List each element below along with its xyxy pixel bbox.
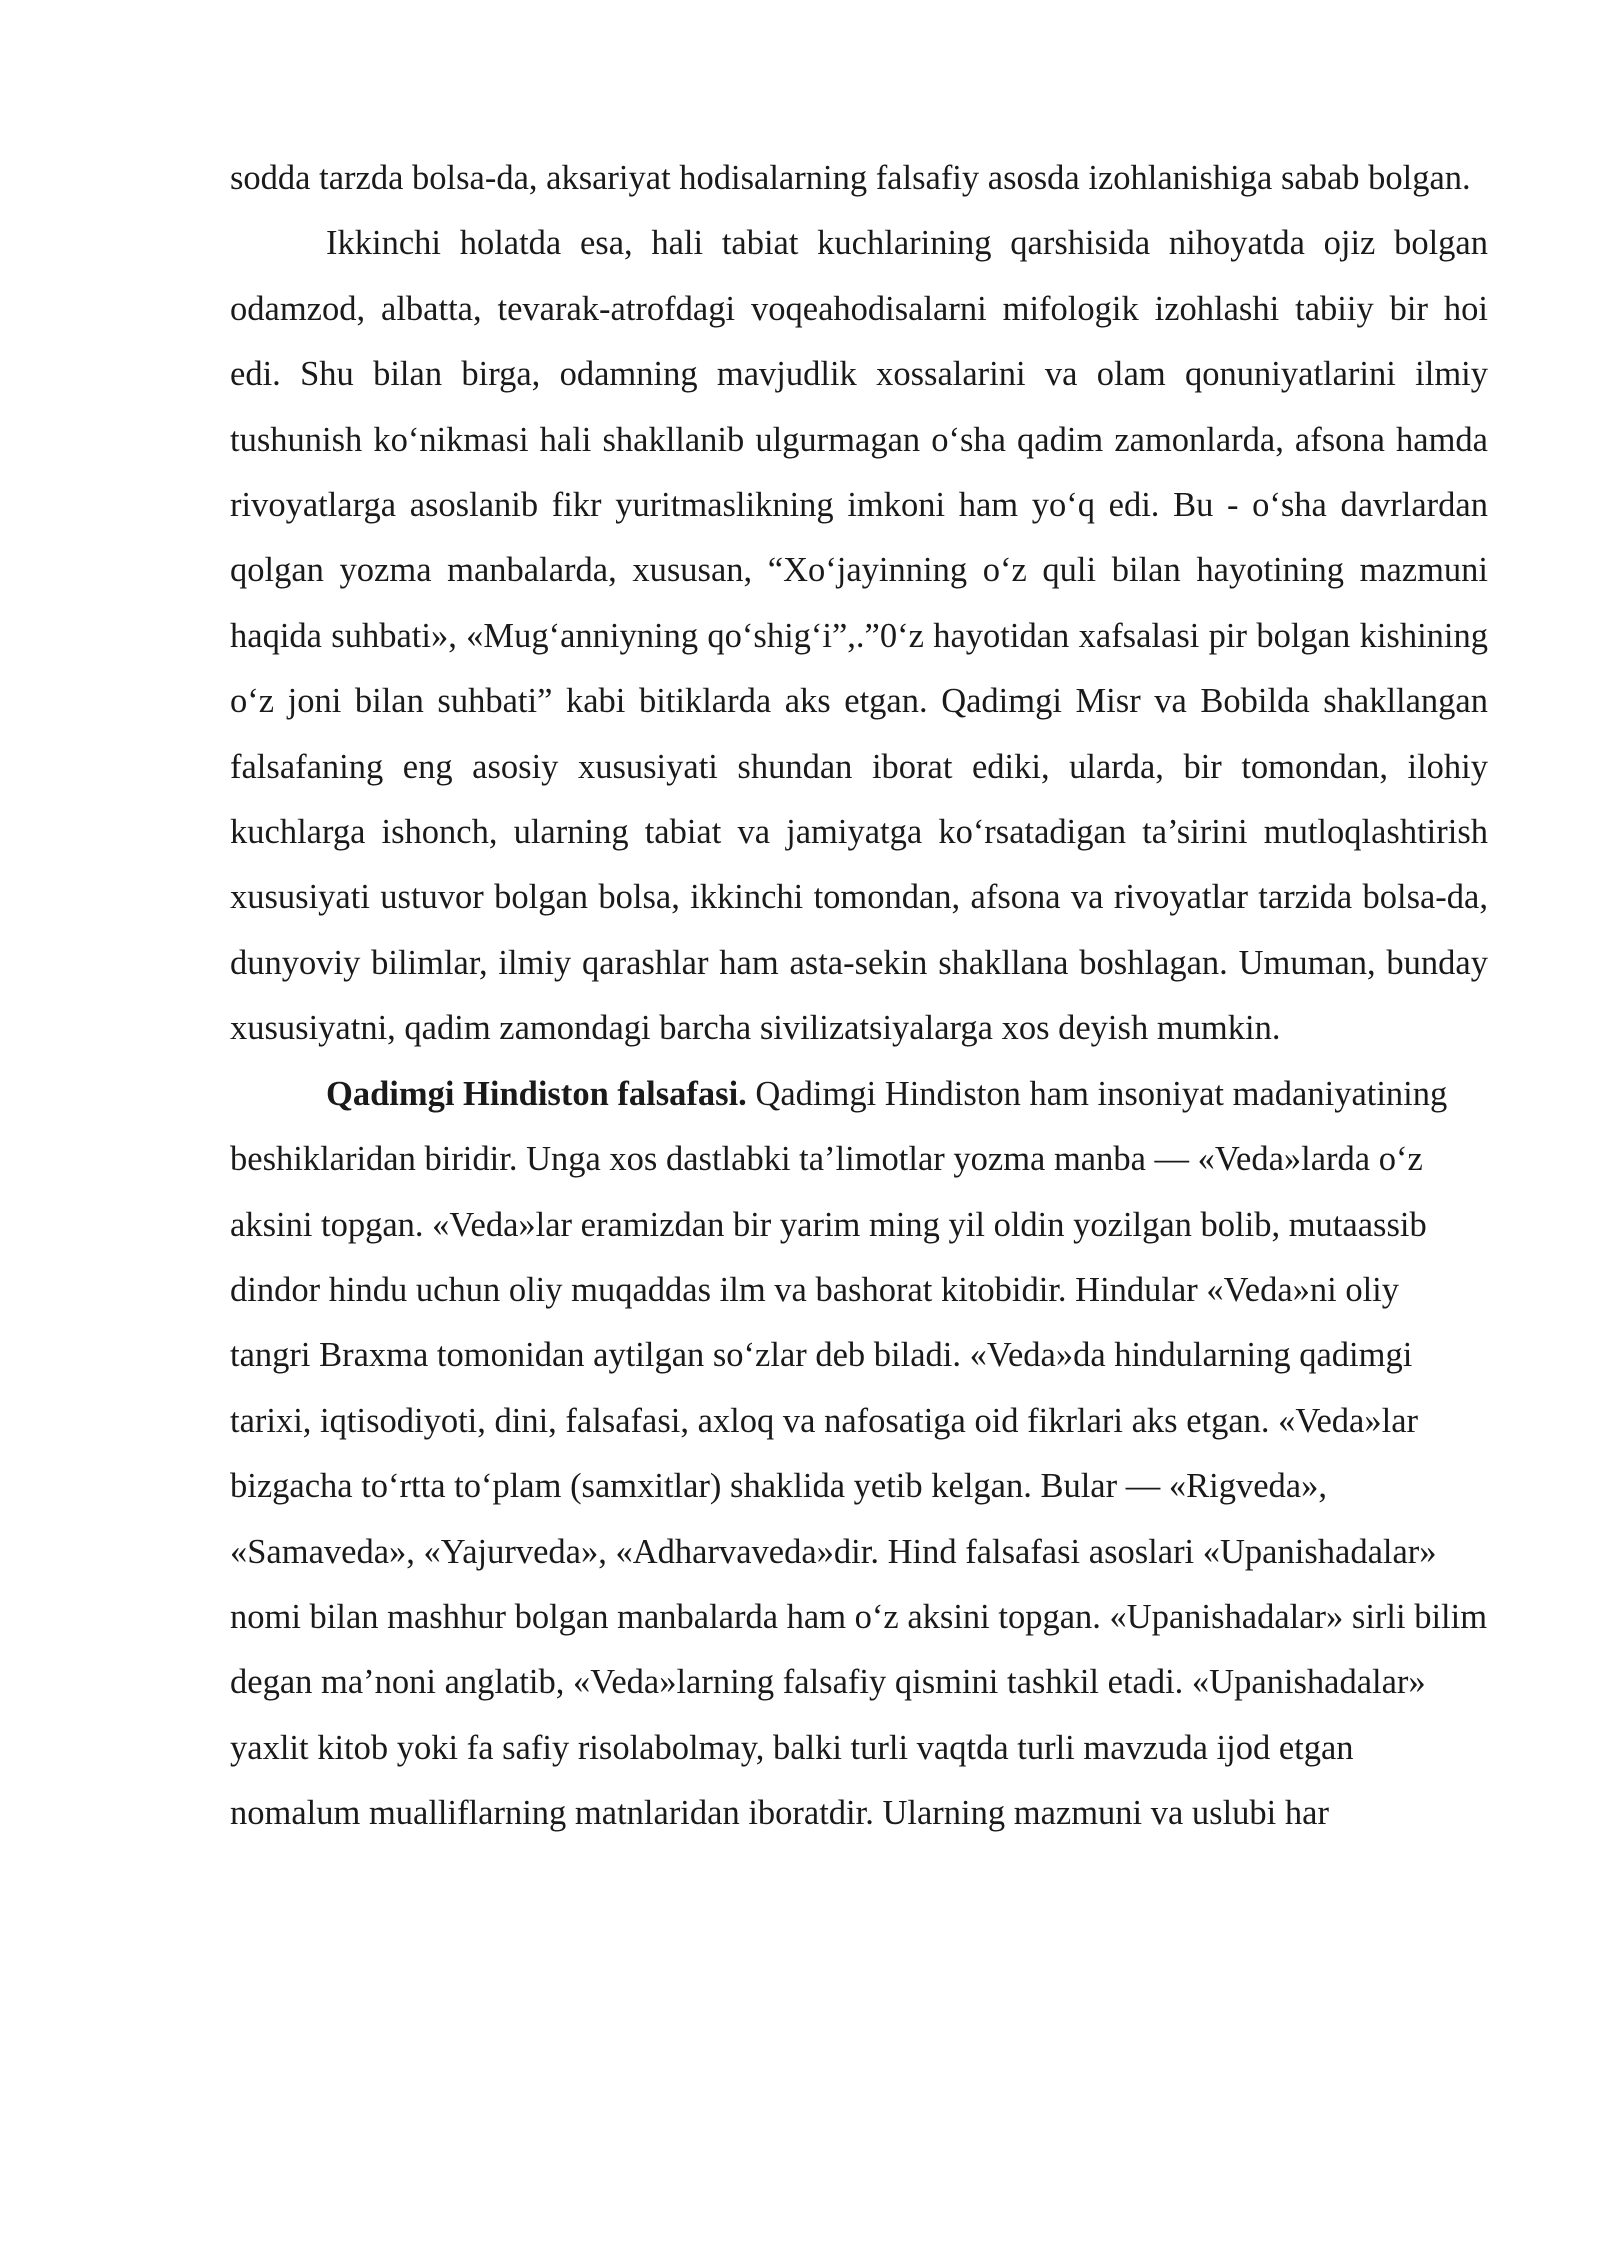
paragraph-1	[230, 146, 1488, 211]
paragraph-3-text: Qadimgi Hindiston ham insoniyat madaniyatining beshiklaridan biridir. Unga xos dastlabki ta’limotlar yozma manba — «Veda»larda oʻz aksini topgan. «Veda»lar eramizdan bir yarim ming yil oldin yozilgan bolib, mutaassib dindor hindu uchun oliy muqaddas ilm va bashorat kitobidir. Hindular «Veda»ni oliy tangri Braxma tomonidan aytilgan soʻzlar deb biladi. «Veda»da hindularning qadimgi tarixi, iqtisodiyoti, dini, falsafasi, axloq va nafosatiga oid fikrlari aks etgan. «Veda»lar bizgacha toʻrtta toʻplam (samxitlar) shaklida yetib kelgan. Bular — «Rigveda», «Samaveda», «Yajurveda», «Adharvaveda»dir. Hind falsafasi asoslari «Upanishadalar» nomi bilan mashhur bolgan manbalarda ham oʻz aksini topgan. «Upanishadalar» sirli bilim degan ma’noni anglatib, «Veda»larning falsafiy qismini tashkil etadi. «Upanishadalar» yaxlit kitob yoki fa safiy risolabolmay, balki turli vaqtda turli mavzuda ijod etgan nomalum mualliflarning matnlaridan iboratdir. Ularning mazmuni va uslubi har	[230, 1074, 1488, 1833]
paragraph-3	[230, 1062, 1488, 1847]
paragraph-1-text: sodda tarzda bolsa-da, aksariyat hodisalarning falsafiy asosda izohlanishiga sabab bolgan.	[230, 159, 1471, 197]
paragraph-2	[230, 211, 1488, 1061]
section-heading: Qadimgi Hindiston falsafasi.	[326, 1074, 747, 1113]
document-page	[230, 146, 1488, 1847]
paragraph-2-text: Ikkinchi holatda esa, hali tabiat kuchlarining qarshisida nihoyatda ojiz bolgan odamzod, albatta, tevarak-atrofdagi voqeahodisalarni mifologik izohlashi tabiiy bir hoi edi. Shu bilan birga, odamning mavjudlik xossalarini va olam qonuniyatlarini ilmiy tushunish koʻnikmasi hali shakllanib ulgurmagan oʻsha qadim zamonlarda, afsona hamda rivoyatlarga asoslanib fikr yuritmaslikning imkoni ham yoʻq edi. Bu - oʻsha davrlardan qolgan yozma manbalarda, xususan, “Xoʻjayinning oʻz quli bilan hayotining mazmuni haqida suhbati», «Mugʻanniyning qoʻshigʻi”,.”0ʻz hayotidan xafsalasi pir bolgan kishining oʻz joni bilan suhbati” kabi bitiklarda aks etgan. Qadimgi Misr va Bobilda shakllangan falsafaning eng asosiy xususiyati shundan iborat ediki, ularda, bir tomondan, ilohiy kuchlarga ishonch, ularning tabiat va jamiyatga koʻrsatadigan ta’sirini mutloqlashtirish xususiyati ustuvor bolgan bolsa, ikkinchi tomondan, afsona va rivoyatlar tarzida bolsa-da, dunyoviy bilimlar, ilmiy qarashlar ham asta-sekin shakllana boshlagan. Umuman, bunday xususiyatni, qadim zamondagi barcha sivilizatsiyalarga xos deyish mumkin.	[230, 224, 1488, 1048]
